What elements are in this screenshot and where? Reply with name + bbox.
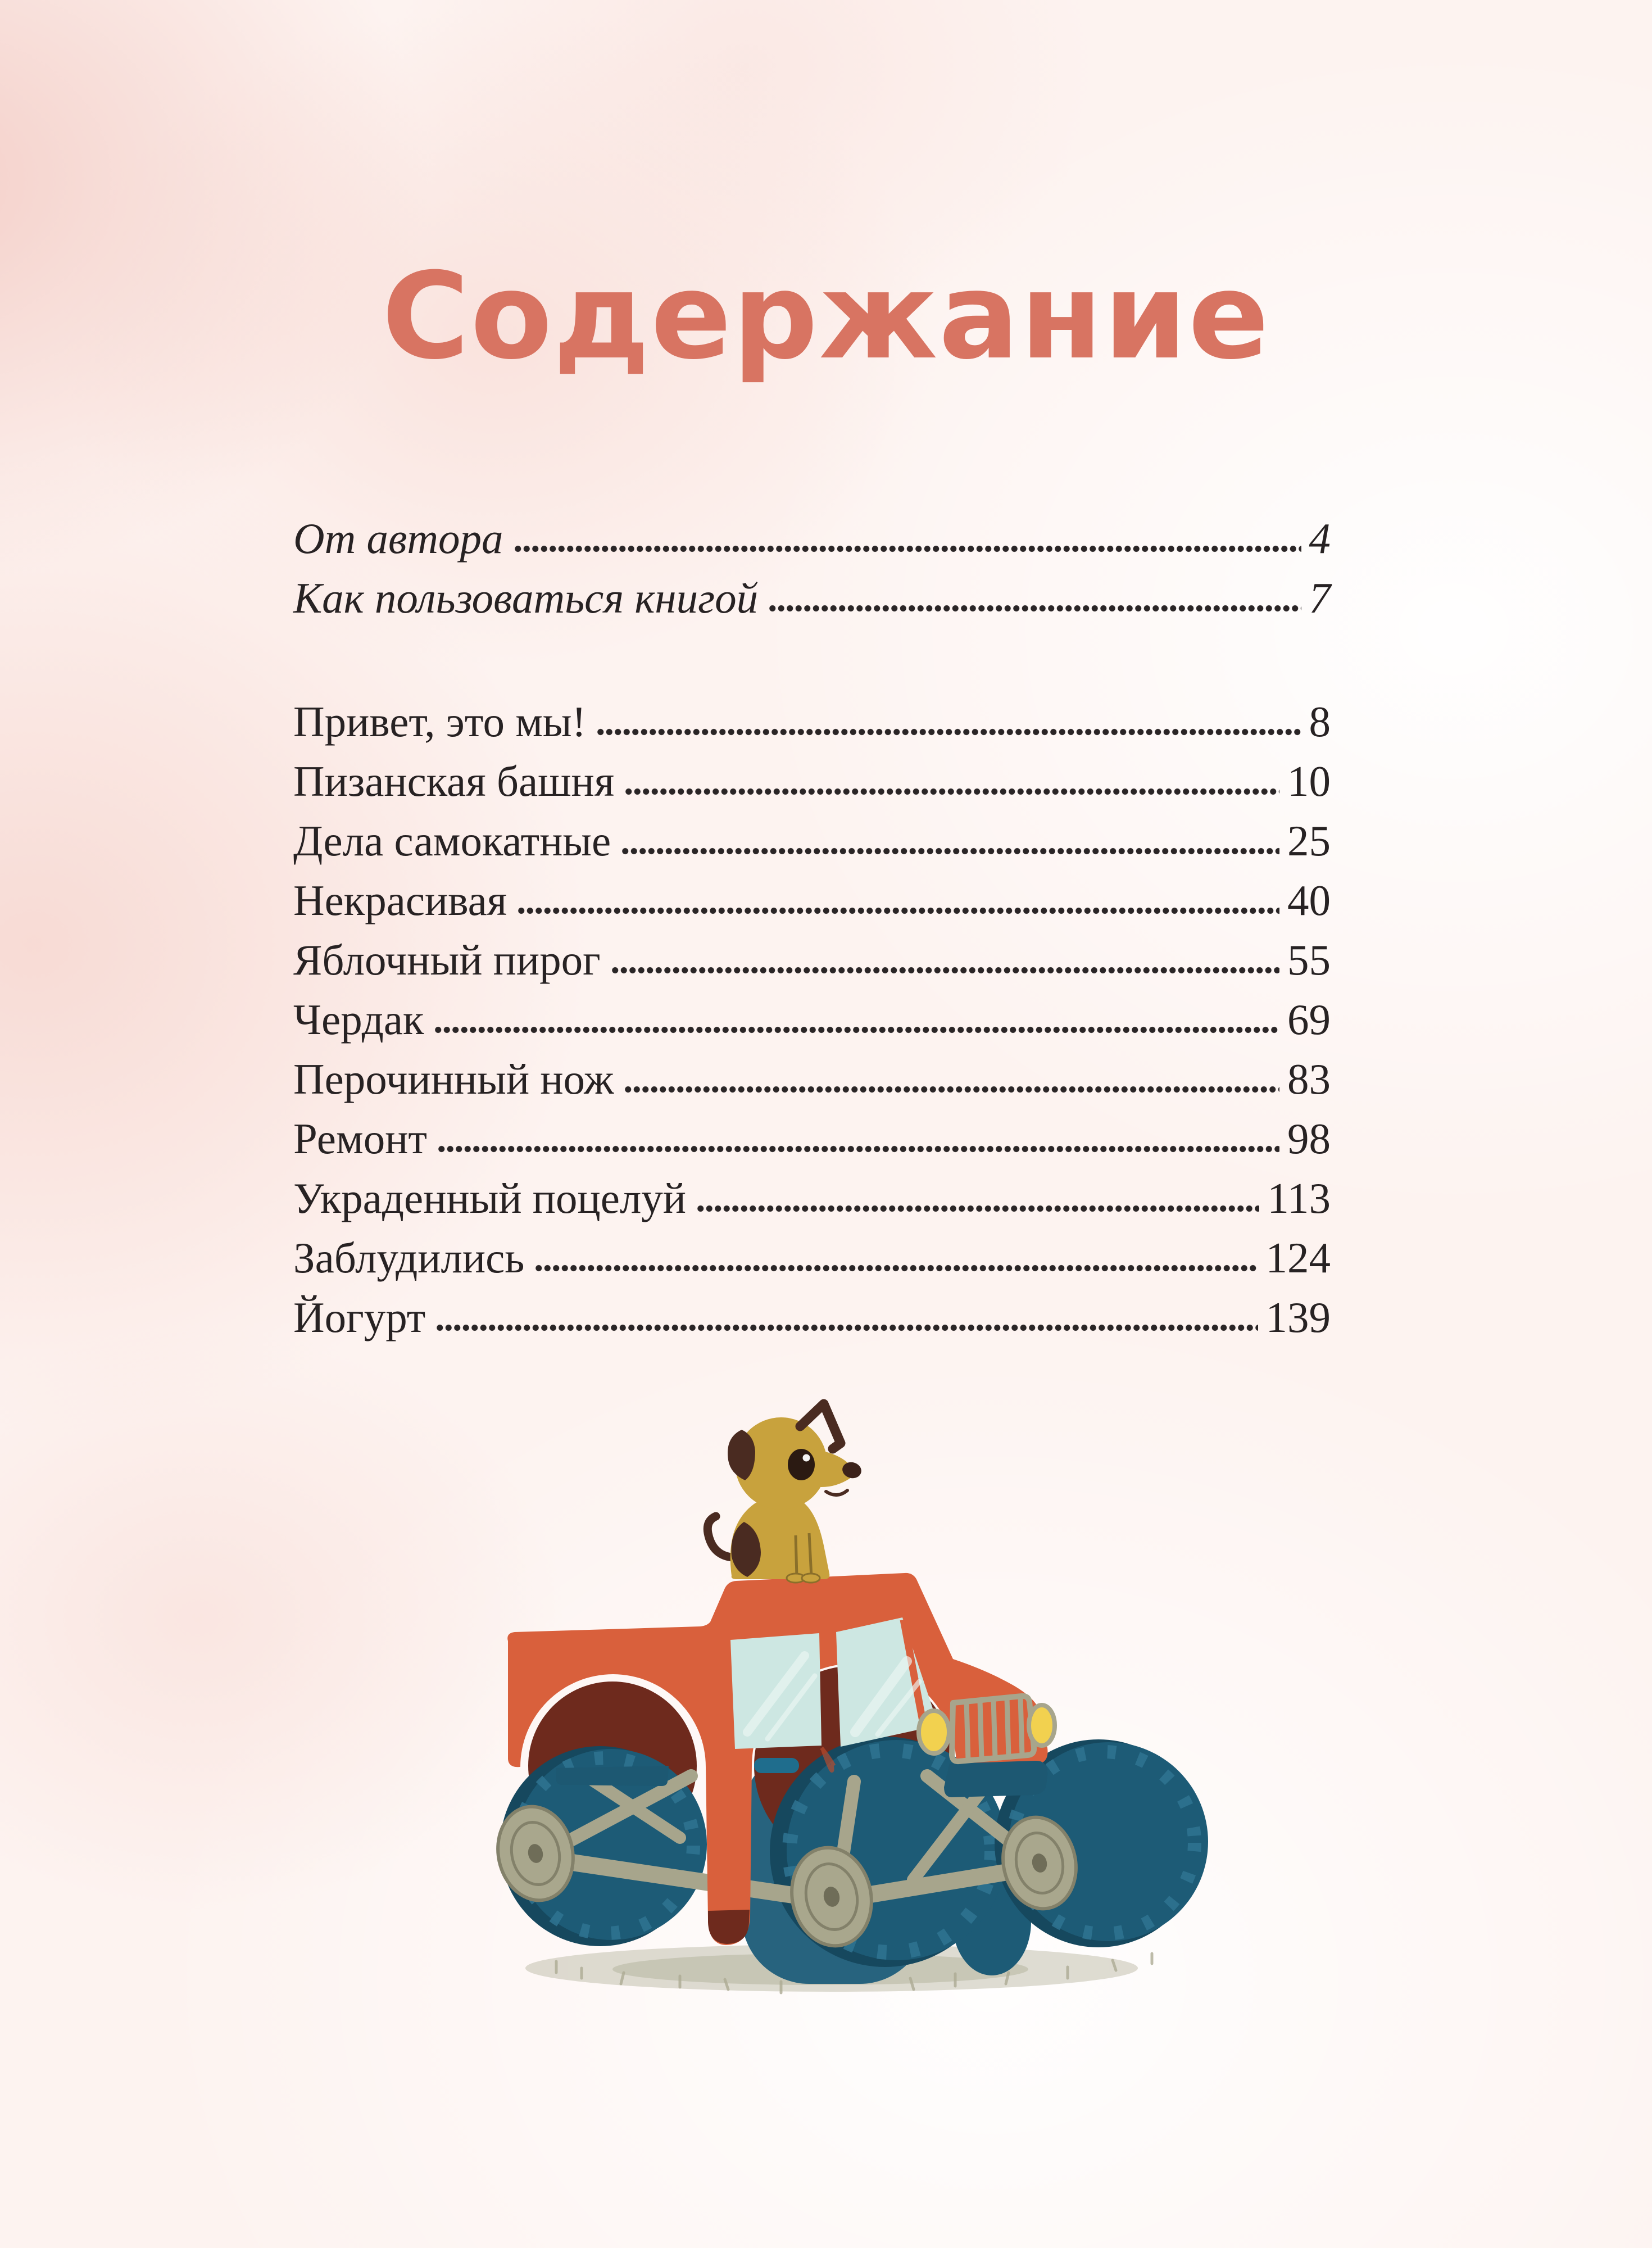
toc-page-number: 139 (1265, 1293, 1331, 1341)
toc-entry-label: Пизанская башня (293, 757, 615, 805)
puppy-eye (788, 1449, 815, 1480)
toc-entry-label: Заблудились (293, 1234, 525, 1282)
toc-row (293, 990, 1331, 1049)
toc-page-number: 25 (1287, 817, 1331, 865)
toc-dots-leader (434, 1026, 1279, 1034)
toc-row (293, 930, 1331, 990)
toc-page-number: 55 (1287, 936, 1331, 984)
toc-dots-leader (596, 728, 1301, 736)
toc-dots-leader (611, 966, 1279, 975)
toc-row (293, 1228, 1331, 1288)
door-handle (754, 1758, 799, 1773)
front-bumper (944, 1761, 1047, 1797)
toc-entry-label: Чердак (293, 995, 424, 1044)
toc-page-number: 69 (1287, 995, 1331, 1044)
toc-page-number: 113 (1267, 1174, 1331, 1222)
toc-dots-leader (696, 1204, 1259, 1213)
toc-page-number: 7 (1309, 574, 1331, 622)
toc-row (293, 1288, 1331, 1347)
toc-entry-label: Дела самокатные (293, 817, 611, 865)
toc-dots-leader (621, 847, 1279, 855)
toc-entry-label: Некрасивая (293, 876, 507, 924)
toc-page-number: 4 (1309, 514, 1331, 563)
toc-row (293, 1168, 1331, 1228)
toc-row (293, 1049, 1331, 1109)
toc-dots-leader (437, 1145, 1279, 1153)
toc-entry-label: Перочинный нож (293, 1055, 614, 1103)
toc-row (293, 568, 1331, 628)
toc-dots-leader (624, 787, 1279, 796)
headlight-left (919, 1711, 949, 1753)
toc-page-number: 40 (1287, 876, 1331, 924)
toc-entry-label: Как пользоваться книгой (293, 574, 759, 622)
toc-dots-leader (435, 1324, 1258, 1332)
headlight-right (1029, 1705, 1055, 1746)
toc-row (293, 1109, 1331, 1168)
toc-page-number: 10 (1287, 757, 1331, 805)
toc-dots-leader (514, 545, 1301, 553)
toc-dots-leader (768, 604, 1301, 613)
toc-page-number: 83 (1287, 1055, 1331, 1103)
toc-row (293, 871, 1331, 930)
toc-row (293, 751, 1331, 811)
table-of-contents (293, 509, 1331, 1347)
toc-entry-label: От автора (293, 514, 503, 563)
toc-entry-label: Йогурт (293, 1293, 426, 1341)
puppy-smile (826, 1490, 847, 1495)
toc-page-number: 124 (1265, 1234, 1331, 1282)
toc-entry-label: Привет, это мы! (293, 697, 587, 746)
toc-row (293, 692, 1331, 751)
toc-entry-label: Украденный поцелуй (293, 1174, 687, 1222)
toc-dots-leader (624, 1085, 1279, 1094)
toc-entry-label: Ремонт (293, 1114, 428, 1163)
puppy-on-monster-truck-illustration (388, 1388, 1264, 2023)
puppy (707, 1404, 863, 1583)
toc-page-number: 98 (1287, 1114, 1331, 1163)
toc-entry-label: Яблочный пирог (293, 936, 601, 984)
toc-dots-leader (517, 907, 1279, 915)
toc-page-number: 8 (1309, 697, 1331, 746)
page-title: Содержание (382, 247, 1270, 386)
toc-row (293, 509, 1331, 568)
toc-row (293, 811, 1331, 871)
toc-dots-leader (534, 1264, 1258, 1272)
monster-truck (489, 1573, 1208, 1984)
